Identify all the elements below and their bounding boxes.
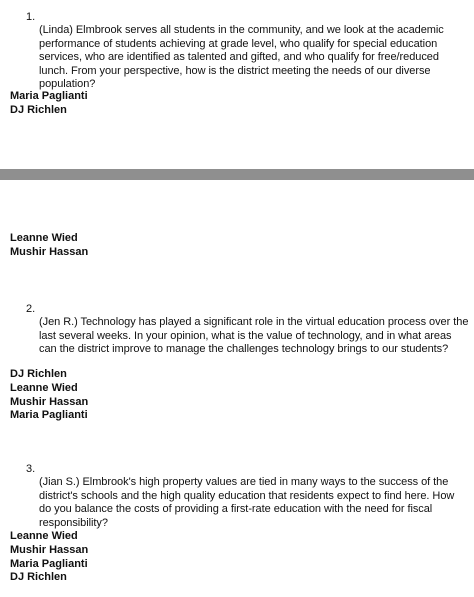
answerer-name: Leanne Wied (10, 232, 78, 244)
question-3-number: 3. (26, 463, 36, 475)
answerer-name: Maria Paglianti (10, 90, 88, 102)
question-3-text: (Jian S.) Elmbrook's high property values are tied in many ways to the success of the district's schools and the high quality education that residents expect to find here. How do you balance the costs of providing a first-rate education with the need for fiscal responsibility? (39, 476, 455, 529)
answerer-name: Mushir Hassan (10, 395, 89, 408)
answerer-name: DJ Richlen (10, 368, 67, 380)
answerer-name: DJ Richlen (10, 103, 67, 116)
page-break-divider (0, 169, 474, 180)
question-2-answerers (10, 368, 88, 423)
answerer-name: Mushir Hassan (10, 245, 89, 258)
answerer-name: Mushir Hassan (10, 543, 89, 556)
answerer-name: Leanne Wied (10, 381, 78, 394)
question-1-number: 1. (26, 11, 36, 23)
answerer-name: DJ Richlen (10, 571, 67, 584)
question-2-number: 2. (26, 303, 36, 315)
question-1-answerers-continued (10, 232, 88, 260)
question-1-answerers (10, 90, 88, 118)
answerer-name: Leanne Wied (10, 530, 78, 542)
answerer-name: Maria Paglianti (10, 557, 88, 570)
question-2-text: (Jen R.) Technology has played a significant role in the virtual education process over the last several weeks. In your opinion, what is the value of technology, and in what areas can the district improve to manage the challenges technology brings to our students? (39, 316, 469, 355)
answerer-name: Maria Paglianti (10, 409, 88, 422)
question-3-answerers (10, 530, 88, 585)
question-1-text: (Linda) Elmbrook serves all students in the community, and we look at the academic performance of students achieving at grade level, who qualify for special education services, who are identified as talented and gifted, and who qualify for free/reduced lunch. From your perspective, how is the district meeting the needs of our diverse population? (39, 24, 444, 90)
